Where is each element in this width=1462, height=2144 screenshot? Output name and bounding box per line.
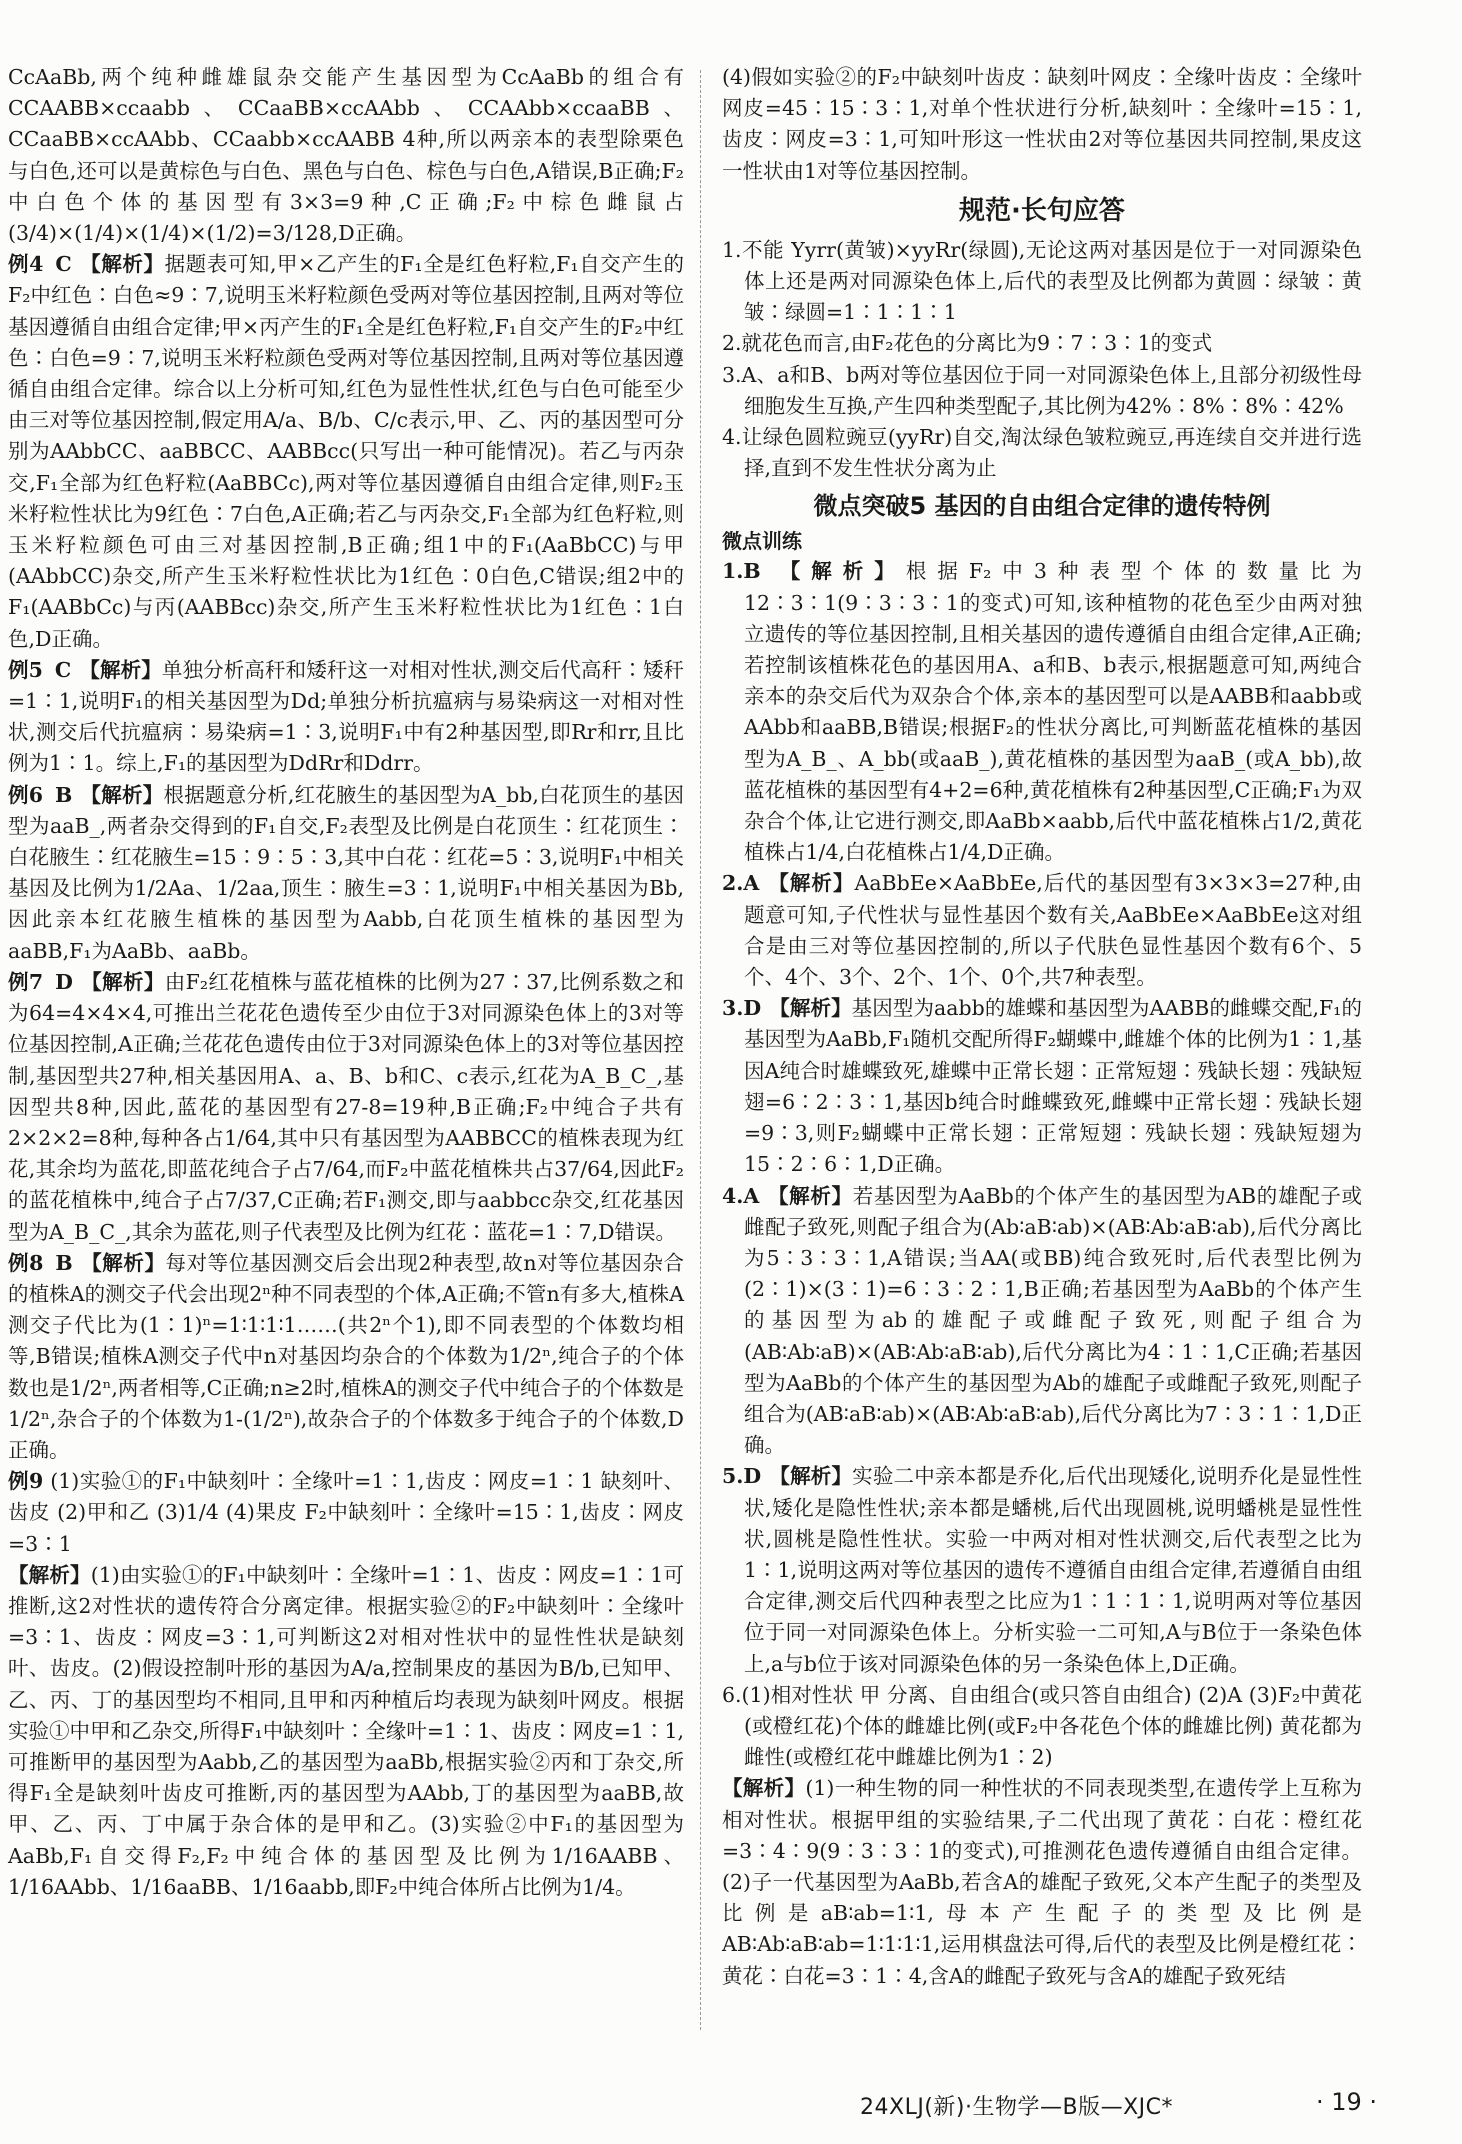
example-answer-text: (1)实验①的F₁中缺刻叶∶全缘叶=1∶1,齿皮∶网皮=1∶1 缺刻叶、齿皮 (2)甲和乙 (3)1/4 (4)果皮 F₂中缺刻叶∶全缘叶=15∶1,齿皮∶网皮=3∶1 [8,1469,684,1556]
example-label: 例4 [8,252,44,277]
example-label: 例5 [8,657,43,682]
example-answer: B [55,1250,73,1275]
training-item-list [722,556,1362,1679]
breakthrough-title: 微点突破5 基因的自由组合定律的遗传特例 [813,492,1271,521]
item-answer: A [743,1183,760,1208]
item-number: 2. [722,871,744,896]
example-label: 例6 [8,782,43,807]
example-9-analysis [8,1560,684,1903]
right-column [722,62,1362,1992]
analysis-text: (1)一种生物的同一种性状的不同表现类型,在遗传学上互称为相对性状。根据甲组的实验结果,子二代出现了黄花∶白花∶橙红花=3∶4∶9(9∶3∶3∶1的变式),可推测花色遗传遵循自由组合定律。(2)子一代基因型为AaBb,若含A的雄配子致死,父本产生配子的类型及比例是aB∶ab=1∶1,母本产生配子的类型及比例是AB∶Ab∶aB∶ab=1∶1∶1∶1,运用棋盘法可得,后代的表型及比例是橙红花∶黄花∶白花=3∶1∶4,含A的雌配子致死与含A的雄配子致死结 [722,1776,1362,1988]
page-number: · 19 · [1316,2088,1378,2116]
example-item [8,780,684,967]
example-9 [8,1466,684,1560]
training-item [722,993,1362,1180]
column-divider [700,70,701,2030]
item-number: 5. [722,1464,744,1489]
long-answer-item: 3.A、a和B、b两对等位基因位于同一对同源染色体上,且部分初级性母细胞发生互换,产生四种类型配子,其比例为42%∶8%∶8%∶42% [722,362,1362,418]
long-answer-list [722,235,1362,485]
example-answer: C [55,252,72,277]
example-answer: D [55,969,73,994]
analysis-tag: 【解析】 [769,996,852,1021]
analysis-tag: 【解析】 [769,1464,853,1489]
example-answer: C [54,657,72,682]
analysis-tag: 【解析】 [80,782,164,807]
training-item [722,1461,1362,1679]
footer-code: 24XLJ(新)·生物学—B版—XJC* [860,2095,1173,2120]
long-answer-item: 1.不能 Yyrr(黄皱)×yyRr(绿圆),无论这两对基因是位于一对同源染色体上还是两对同源染色体上,后代的表型及比例都为黄圆∶绿皱∶黄皱∶绿圆=1∶1∶1∶1 [722,237,1362,325]
analysis-tag: 【解析】 [768,559,906,584]
analysis-tag: 【解析】 [767,1183,853,1208]
analysis-text: 每对等位基因测交后会出现2种表型,故n对等位基因杂合的植株A的测交子代会出现2ⁿ种不同表型的个体,A正确;不管n有多大,植株A测交子代比为(1∶1)ⁿ=1∶1∶1∶1……(共2ⁿ个1),即不同表型的个体数均相等,B错误;植株A测交子代中n对基因均杂合的个体数为1/2ⁿ,纯合子的个体数也是1/2ⁿ,两者相等,C正确;n≥2时,植株A的测交子代中纯合子的个体数是1/2ⁿ,杂合子的个体数为1-(1/2ⁿ),故杂合子的个体数多于纯合子的个体数,D正确。 [8,1250,685,1462]
analysis-text: 据题表可知,甲×乙产生的F₁全是红色籽粒,F₁自交产生的F₂中红色∶白色≈9∶7,说明玉米籽粒颜色受两对等位基因控制,且两对等位基因遵循自由组合定律;甲×丙产生的F₁全是红色籽粒,F₁自交产生的F₂中红色∶白色=9∶7,说明玉米籽粒颜色受两对等位基因控制,且两对等位基因遵循自由组合定律。综合以上分析可知,红色为显性性状,红色与白色可能至少由三对等位基因控制,假定用A/a、B/b、C/c表示,甲、乙、丙的基因型可分别为AAbbCC、aaBBCC、AABBcc(只写出一种可能情况)。若乙与丙杂交,F₁全部为红色籽粒(AaBBCc),两对等位基因遵循自由组合定律,则F₂玉米籽粒性状比为9红色∶7白色,A正确;若乙与丙杂交,F₁全部为红色籽粒,则玉米籽粒颜色可由三对基因控制,B正确;组1中的F₁(AaBbCC)与甲(AAbbCC)杂交,所产生玉米籽粒性状比为1红色∶0白色,C错误;组2中的F₁(AABbCc)与丙(AABBcc)杂交,所产生玉米籽粒性状比为1红色∶1白色,D正确。 [8,252,685,651]
item-6-answer: 6.(1)相对性状 甲 分离、自由组合(或只答自由组合) (2)A (3)F₂中黄花(或橙红花)个体的雌雄比例(或F₂中各花色个体的雌雄比例) 黄花都为雌性(或橙红花中雌雄比例为1∶2) [722,1682,1362,1770]
item-answer: D [743,1464,762,1489]
item-answer: D [743,996,762,1021]
analysis-text: 单独分析高秆和矮秆这一对相对性状,测交后代高秆∶矮秆=1∶1,说明F₁的相关基因型为Dd;单独分析抗瘟病与易染病这一对相对性状,测交后代抗瘟病∶易染病=1∶3,说明F₁中有2种基因型,即Rr和rr,且比例为1∶1。综上,F₁的基因型为DdRr和Ddrr。 [8,657,685,776]
analysis-text: (1)由实验①的F₁中缺刻叶∶全缘叶=1∶1、齿皮∶网皮=1∶1可推断,这2对性状的遗传符合分离定律。根据实验②的F₂中缺刻叶∶全缘叶=3∶1、齿皮∶网皮=3∶1,可判断这2对相对性状中的显性性状是缺刻叶、齿皮。(2)假设控制叶形的基因为A/a,控制果皮的基因为B/b,已知甲、乙、丙、丁的基因型均不相同,且甲和丙种植后均表现为缺刻叶网皮。根据实验①中甲和乙杂交,所得F₁中缺刻叶∶全缘叶=1∶1、齿皮∶网皮=1∶1,可推断甲的基因型为Aabb,乙的基因型为aaBb,根据实验②丙和丁杂交,所得F₁全是缺刻叶齿皮可推断,丙的基因型为AAbb,丁的基因型为aaBB,故甲、乙、丙、丁中属于杂合体的是甲和乙。(3)实验②中F₁的基因型为AaBb,F₁自交得F₂,F₂中纯合体的基因型及比例为1/16AABB、1/16AAbb、1/16aaBB、1/16aabb,即F₂中纯合体所占比例为1/4。 [8,1562,684,1899]
analysis-text: 由F₂红花植株与蓝花植株的比例为27∶37,比例系数之和为64=4×4×4,可推出兰花花色遗传至少由位于3对同源染色体上的3对等位基因控制,A正确;兰花花色遗传由位于3对同源染色体上的3对等位基因控制,基因型共27种,相关基因用A、a、B、b和C、c表示,红花为A_B_C_,基因型共8种,因此,蓝花的基因型有27-8=19种,B正确;F₂中纯合子共有2×2×2=8种,每种各占1/64,其中只有基因型为AABBCC的植株表现为红花,其余均为蓝花,即蓝花纯合子占7/64,而F₂中蓝花植株共占37/64,因此F₂的蓝花植株中,纯合子占7/37,C正确;若F₁测交,即与aabbcc杂交,红花基因型为A_B_C_,其余为蓝花,则子代表型及比例为红花∶蓝花=1∶7,D错误。 [8,969,685,1244]
training-item [722,556,1362,868]
training-title: 微点训练 [722,529,802,554]
section-title: 规范·长句应答 [959,195,1125,226]
left-column [8,62,684,1903]
example-answer: B [55,782,73,807]
item-number: 1. [722,559,744,584]
training-item [722,868,1362,993]
training-item [722,1181,1362,1462]
item-answer: B [743,559,761,584]
item-answer: A [743,871,760,896]
item-6-analysis [722,1773,1362,1991]
long-answer-item: 2.就花色而言,由F₂花色的分离比为9∶7∶3∶1的变式 [722,331,1213,356]
analysis-text: 基因型为aabb的雄蝶和基因型为AABB的雌蝶交配,F₁的基因型为AaBb,F₁随机交配所得F₂蝴蝶中,雌雄个体的比例为1∶1,基因A纯合时雄蝶致死,雄蝶中正常长翅∶正常短翅∶残缺长翅∶残缺短翅=6∶2∶3∶1,基因b纯合时雌蝶致死,雌蝶中正常长翅∶残缺长翅=9∶3,则F₂蝴蝶中正常长翅∶正常短翅∶残缺长翅∶残缺短翅为15∶2∶6∶1,D正确。 [744,996,1362,1177]
analysis-text: 根据F₂中3种表型个体的数量比为12∶3∶1(9∶3∶3∶1的变式)可知,该种植物的花色至少由两对独立遗传的等位基因控制,且相关基因的遗传遵循自由组合定律,A正确;若控制该植株花色的基因用A、a和B、b表示,根据题意可知,两纯合亲本的杂交后代为双杂合个体,亲本的基因型可以是AABB和aabb或AAbb和aaBB,B错误;根据F₂的性状分离比,可判断蓝花植株的基因型为A_B_、A_bb(或aaB_),黄花植株的基因型为aaB_(或A_bb),故蓝花植株的基因型有4+2=6种,黄花植株有2种基因型,C正确;F₁为双杂合个体,让它进行测交,即AaBb×aabb,后代中蓝花植株占1/2,黄花植株占1/4,白花植株占1/4,D正确。 [744,559,1363,865]
example-label: 例9 [8,1469,44,1494]
example-list [8,249,684,1466]
item-number: 4. [722,1183,744,1208]
analysis-tag: 【解析】 [80,969,165,994]
example-item [8,967,684,1248]
intro-paragraph: CcAaBb,两个纯种雌雄鼠杂交能产生基因型为CcAaBb的组合有CCAABB×ccaabb、CCaaBB×ccAAbb、CCAAbb×ccaaBB、CCaaBB×ccAAbb、CCaabb×ccAABB 4种,所以两亲本的表型除栗色与白色,还可以是黄棕色与白色、黑色与白色、棕色与白色,A错误,B正确;F₂中白色个体的基因型有3×3=9种,C正确;F₂中棕色雌鼠占(3/4)×(1/4)×(1/4)×(1/2)=3/128,D正确。 [8,65,684,246]
analysis-text: 根据题意分析,红花腋生的基因型为A_bb,白花顶生的基因型为aaB_,两者杂交得到的F₁自交,F₂表型及比例是白花顶生∶红花顶生∶白花腋生∶红花腋生=15∶9∶5∶3,其中白花∶红花=5∶3,说明F₁中相关基因及比例为1/2Aa、1/2aa,顶生∶腋生=3∶1,说明F₁中相关基因为Bb,因此亲本红花腋生植株的基因型为Aabb,白花顶生植株的基因型为aaBB,F₁为AaBb、aaBb。 [8,782,685,963]
analysis-tag: 【解析】 [79,252,165,277]
long-answer-item: 4.让绿色圆粒豌豆(yyRr)自交,淘汰绿色皱粒豌豆,再连续自交并进行选择,直到不发生性状分离为止 [722,425,1362,481]
item-number: 3. [722,996,744,1021]
analysis-tag: 【解析】 [79,657,162,682]
analysis-tag: 【解析】 [80,1250,166,1275]
example-label: 例7 [8,969,44,994]
example-item [8,249,684,655]
continuation-paragraph: (4)假如实验②的F₂中缺刻叶齿皮∶缺刻叶网皮∶全缘叶齿皮∶全缘叶网皮=45∶15∶3∶1,对单个性状进行分析,缺刻叶∶全缘叶=15∶1,齿皮∶网皮=3∶1,可知叶形这一性状由2对等位基因共同控制,果皮这一性状由1对等位基因控制。 [722,65,1362,183]
analysis-text: 实验二中亲本都是乔化,后代出现矮化,说明乔化是显性性状,矮化是隐性性状;亲本都是蟠桃,后代出现圆桃,说明蟠桃是显性性状,圆桃是隐性性状。实验一中两对相对性状测交,后代表型之比为1∶1,说明这两对等位基因的遗传不遵循自由组合定律,若遵循自由组合定律,测交后代四种表型之比应为1∶1∶1∶1,说明两对等位基因位于同一对同源染色体上。分析实验一二可知,A与B位于一条染色体上,a与b位于该对同源染色体的另一条染色体上,D正确。 [744,1464,1363,1676]
analysis-tag: 【解析】 [767,871,855,896]
analysis-text: 若基因型为AaBb的个体产生的基因型为AB的雄配子或雌配子致死,则配子组合为(Ab∶aB∶ab)×(AB∶Ab∶aB∶ab),后代分离比为5∶3∶3∶1,A错误;当AA(或BB)纯合致死时,后代表型比例为(2∶1)×(3∶1)=6∶3∶2∶1,B正确;若基因型为AaBb的个体产生的基因型为ab的雄配子或雌配子致死,则配子组合为(AB∶Ab∶aB)×(AB∶Ab∶aB∶ab),后代分离比为4∶1∶1,C正确;若基因型为AaBb的个体产生的基因型为Ab的雄配子或雌配子致死,则配子组合为(AB∶aB∶ab)×(AB∶Ab∶aB∶ab),后代分离比为7∶3∶1∶1,D正确。 [744,1183,1362,1458]
example-label: 例8 [8,1250,44,1275]
analysis-text: AaBbEe×AaBbEe,后代的基因型有3×3×3=27种,由题意可知,子代性状与显性基因个数有关,AaBbEe×AaBbEe这对组合是由三对等位基因控制的,所以子代肤色显性基因个数有6个、5个、4个、3个、2个、1个、0个,共7种表型。 [744,871,1363,990]
example-item [8,1248,684,1466]
analysis-tag: 【解析】 [722,1776,806,1801]
analysis-tag: 【解析】 [8,1562,91,1587]
example-item [8,655,684,780]
